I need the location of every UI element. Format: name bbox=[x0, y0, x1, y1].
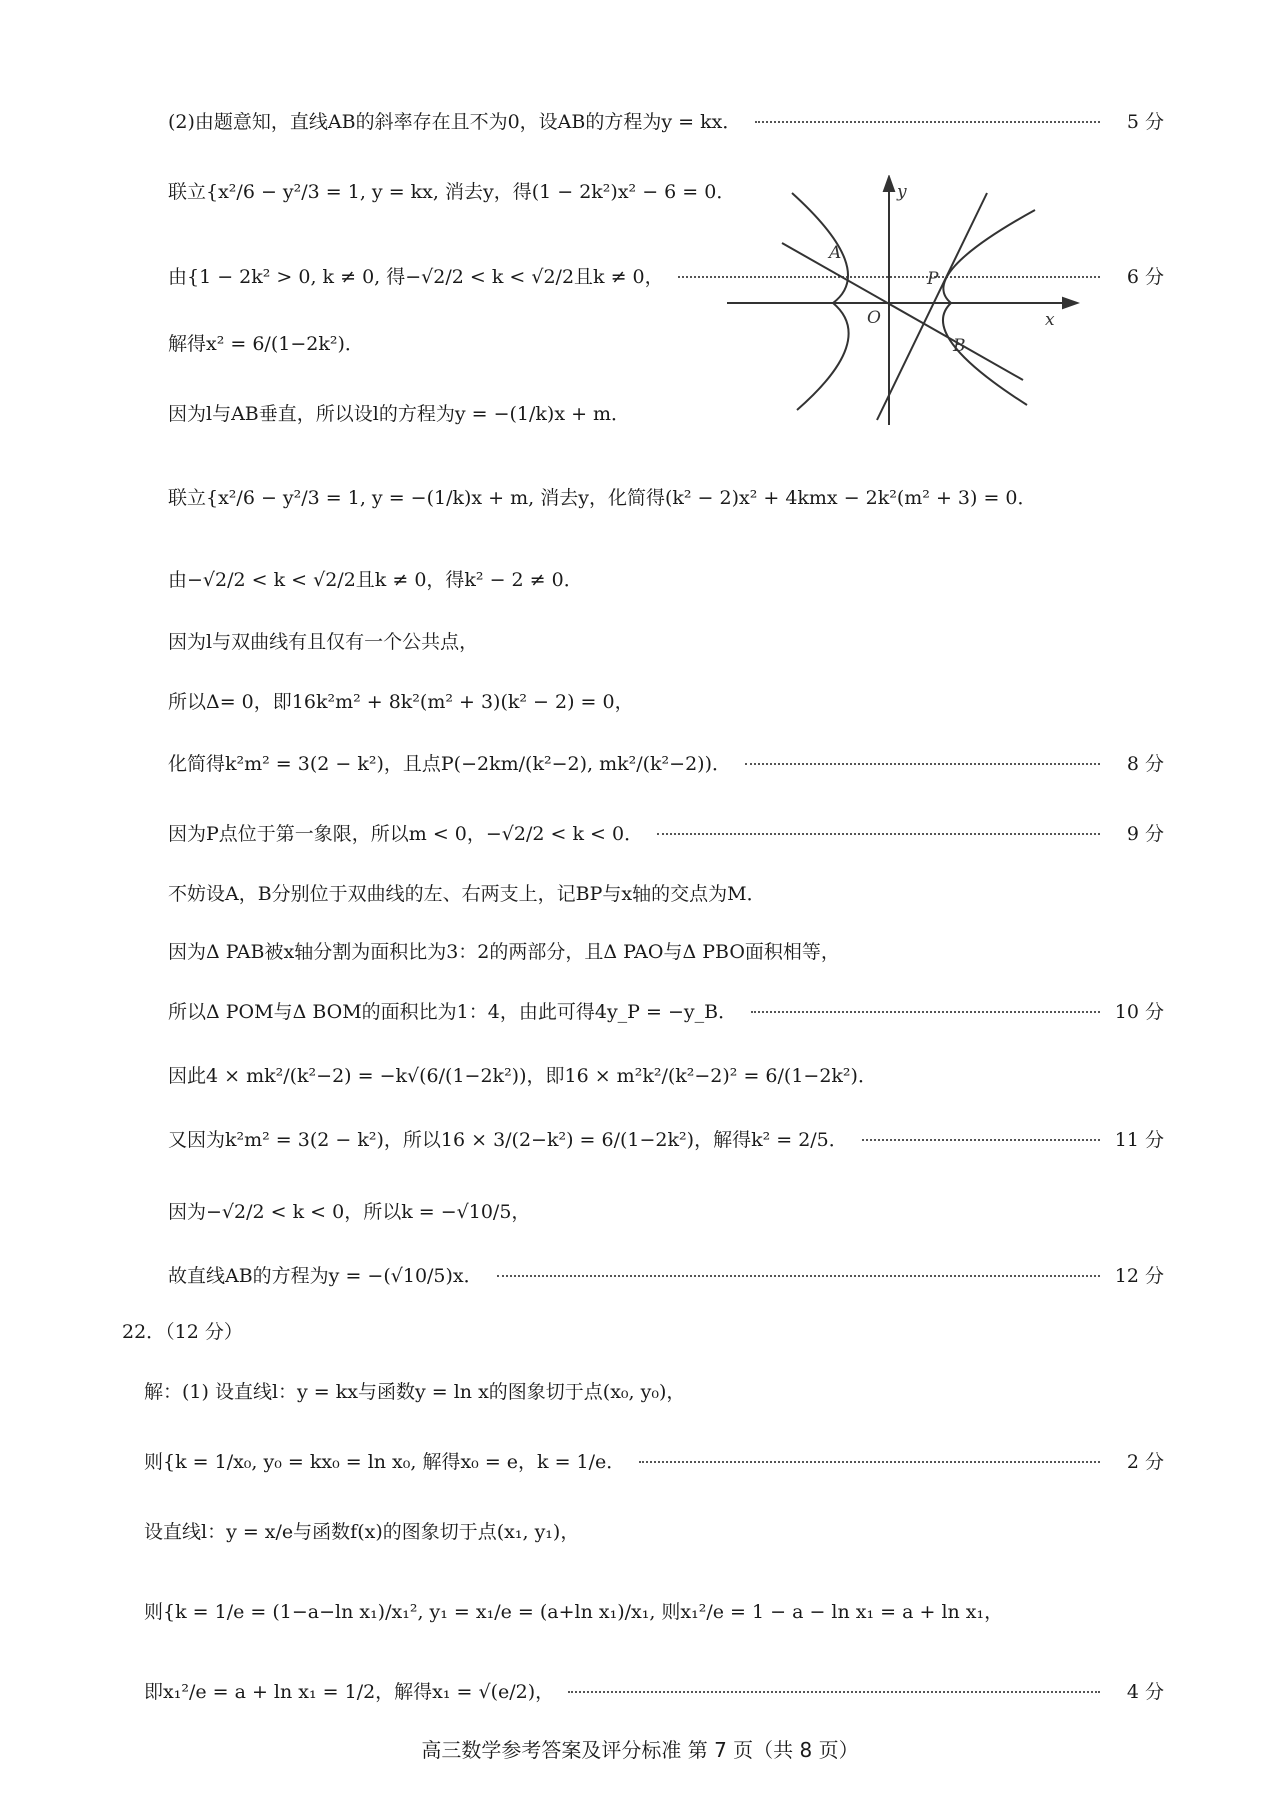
line-text: 故直线AB的方程为y = −(√10/5)x． bbox=[168, 1264, 483, 1287]
line-text: 不妨设A，B分别位于双曲线的左、右两支上，记BP与x轴的交点为M． bbox=[168, 882, 766, 905]
solution-line bbox=[0, 312, 1280, 372]
page-footer: 高三数学参考答案及评分标准 第 7 页（共 8 页） bbox=[421, 1738, 859, 1762]
solution-line bbox=[0, 1044, 1280, 1104]
dot-leader bbox=[568, 1660, 1100, 1720]
line-text: 所以Δ= 0，即16k²m² + 8k²(m² + 3)(k² − 2) = 0， bbox=[168, 690, 634, 713]
line-text: 因为Δ PAB被x轴分割为面积比为3：2的两部分，且Δ PAO与Δ PBO面积相等， bbox=[168, 940, 840, 963]
dot-leader bbox=[497, 1244, 1100, 1304]
line-text: 则{k = 1/e = (1−a−ln x₁)/x₁², y₁ = x₁/e = (a+ln x₁)/x₁, 则x₁²/e = 1 − a − ln x₁ = a + ln x₁， bbox=[144, 1600, 1004, 1623]
score-label: 9 分 bbox=[1126, 822, 1164, 845]
solution-line bbox=[0, 732, 1280, 792]
y-axis-label: y bbox=[897, 182, 907, 202]
solution-line bbox=[0, 862, 1280, 922]
origin-label: O bbox=[867, 308, 881, 328]
hyperbola-right-branch bbox=[943, 210, 1035, 405]
line-text: 联立{x²/6 − y²/3 = 1, y = −(1/k)x + m, 消去y，化简得(k² − 2)x² + 4kmx − 2k²(m² + 3) = 0． bbox=[168, 486, 1037, 509]
line-text: 则{k = 1/x₀, y₀ = kx₀ = ln x₀, 解得x₀ = e，k = 1/e． bbox=[144, 1450, 626, 1473]
score-label: 2 分 bbox=[1126, 1450, 1164, 1473]
solution-line bbox=[0, 1244, 1280, 1304]
point-p-label: P bbox=[927, 269, 939, 289]
line-text: 因为l与双曲线有且仅有一个公共点， bbox=[168, 630, 479, 653]
dot-leader bbox=[751, 980, 1100, 1040]
x-axis-label: x bbox=[1045, 310, 1055, 330]
solution-line bbox=[0, 466, 1280, 526]
solution-line bbox=[0, 670, 1280, 730]
line-text: 化简得k²m² = 3(2 − k²)，且点P(−2km/(k²−2), mk²/(k²−2))． bbox=[168, 752, 731, 775]
score-label: 6 分 bbox=[1126, 265, 1164, 288]
x-axis-arrow bbox=[1063, 298, 1077, 308]
point-a-label: A bbox=[829, 243, 842, 263]
dot-leader bbox=[862, 1108, 1100, 1168]
solution-line bbox=[0, 1660, 1280, 1720]
solution-line bbox=[0, 980, 1280, 1040]
solution-line bbox=[0, 1108, 1280, 1168]
solution-line bbox=[0, 1500, 1280, 1560]
line-text: 解得x² = 6/(1−2k²)． bbox=[168, 332, 364, 355]
y-axis-arrow bbox=[884, 177, 894, 191]
score-label: 5 分 bbox=[1126, 110, 1164, 133]
dot-leader bbox=[745, 732, 1100, 792]
question-heading: 22．（12 分） bbox=[122, 1320, 243, 1343]
line-text: 由−√2/2 < k < √2/2且k ≠ 0，得k² − 2 ≠ 0． bbox=[168, 568, 583, 591]
solution-line bbox=[0, 1580, 1280, 1640]
dot-leader bbox=[657, 802, 1100, 862]
hyperbola-left-branch bbox=[792, 193, 849, 410]
solution-line bbox=[0, 1360, 1280, 1420]
line-text: 因此4 × mk²/(k²−2) = −k√(6/(1−2k²))，即16 × m²k²/(k²−2)² = 6/(1−2k²)． bbox=[168, 1064, 877, 1087]
line-text: 因为−√2/2 < k < 0，所以k = −√10/5， bbox=[168, 1200, 531, 1223]
solution-line bbox=[0, 610, 1280, 670]
dot-leader bbox=[639, 1430, 1100, 1490]
solution-line bbox=[0, 920, 1280, 980]
line-text: (2)由题意知，直线AB的斜率存在且不为0，设AB的方程为y = kx． bbox=[168, 110, 742, 133]
solution-line bbox=[0, 1430, 1280, 1490]
line-text: 又因为k²m² = 3(2 − k²)，所以16 × 3/(2−k²) = 6/(1−2k²)，解得k² = 2/5． bbox=[168, 1128, 848, 1151]
score-label: 11 分 bbox=[1114, 1128, 1164, 1151]
point-b-label: B bbox=[953, 336, 966, 356]
solution-line bbox=[0, 245, 1280, 305]
solution-line bbox=[0, 160, 1280, 220]
dot-leader bbox=[755, 90, 1100, 150]
solution-line bbox=[0, 802, 1280, 862]
line-text: 解：(1) 设直线l：y = kx与函数y = ln x的图象切于点(x₀, y₀)， bbox=[144, 1380, 686, 1403]
score-label: 12 分 bbox=[1114, 1264, 1164, 1287]
line-text: 因为l与AB垂直，所以设l的方程为y = −(1/k)x + m． bbox=[168, 402, 631, 425]
hyperbola-figure bbox=[727, 175, 1087, 430]
line-text: 即x₁²/e = a + ln x₁ = 1/2，解得x₁ = √(e/2)， bbox=[144, 1680, 555, 1703]
line-text: 所以Δ POM与Δ BOM的面积比为1：4，由此可得4y_P = −y_B． bbox=[168, 1000, 738, 1023]
solution-line bbox=[0, 90, 1280, 150]
solution-line bbox=[0, 548, 1280, 608]
solution-line bbox=[0, 1300, 1280, 1360]
score-label: 8 分 bbox=[1126, 752, 1164, 775]
solution-line bbox=[0, 1180, 1280, 1240]
solution-line bbox=[0, 382, 1280, 442]
score-label: 10 分 bbox=[1114, 1000, 1164, 1023]
score-label: 4 分 bbox=[1126, 1680, 1164, 1703]
line-text: 联立{x²/6 − y²/3 = 1, y = kx, 消去y，得(1 − 2k²)x² − 6 = 0． bbox=[168, 180, 736, 203]
line-text: 由{1 − 2k² > 0, k ≠ 0, 得−√2/2 < k < √2/2且k ≠ 0， bbox=[168, 265, 664, 288]
line-text: 因为P点位于第一象限，所以m < 0，−√2/2 < k < 0． bbox=[168, 822, 644, 845]
line-text: 设直线l：y = x/e与函数f(x)的图象切于点(x₁, y₁)， bbox=[144, 1520, 580, 1543]
line-ab bbox=[782, 243, 1023, 380]
